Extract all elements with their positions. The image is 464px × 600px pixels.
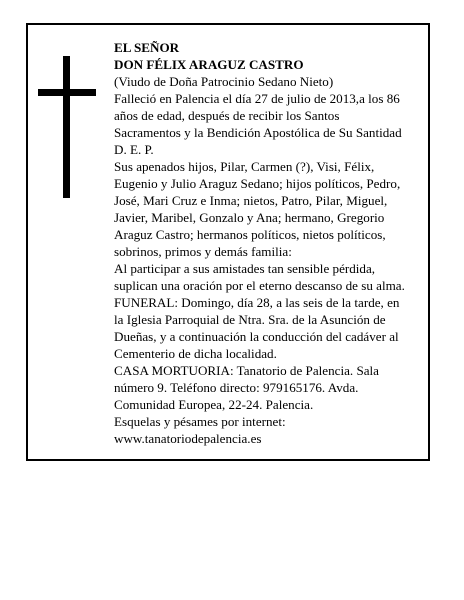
death-details-line-2: años de edad, después de recibir los Santos <box>114 108 340 123</box>
latin-cross-icon <box>38 56 96 198</box>
deceased-name: DON FÉLIX ARAGUZ CASTRO <box>114 57 304 72</box>
prayer-request-line-2: suplican una oración por el eterno descanso de su alma. <box>114 278 405 293</box>
family-line-5: Araguz Castro; hermanos políticos, nietos políticos, <box>114 227 386 242</box>
mortuary-line-3: Comunidad Europea, 22-24. Palencia. <box>114 397 314 412</box>
heading-title: EL SEÑOR <box>114 40 180 55</box>
mortuary-line-1: CASA MORTUORIA: Tanatorio de Palencia. Sala <box>114 363 379 378</box>
family-line-2: Eugenio y Julio Araguz Sedano; hijos políticos, Pedro, <box>114 176 401 191</box>
mortuary-line-2: número 9. Teléfono directo: 979165176. Avda. <box>114 380 359 395</box>
condolences-label: Esquelas y pésames por internet: <box>114 414 286 429</box>
cross-horizontal-bar <box>38 89 96 96</box>
funeral-line-2: la Iglesia Parroquial de Ntra. Sra. de la Asunción de <box>114 312 386 327</box>
family-line-6: sobrinos, primos y demás familia: <box>114 244 292 259</box>
prayer-request-line-1: Al participar a sus amistades tan sensible pérdida, <box>114 261 376 276</box>
funeral-line-3: Dueñas, y a continuación la conducción del cadáver al <box>114 329 399 344</box>
condolences-url: www.tanatoriodepalencia.es <box>114 431 262 446</box>
death-details-line-3: Sacramentos y la Bendición Apostólica de Su Santidad <box>114 125 402 140</box>
death-details-line-1: Falleció en Palencia el día 27 de julio de 2013,a los 86 <box>114 91 400 106</box>
obituary-text <box>114 39 424 447</box>
family-line-3: José, Mari Cruz e Inma; nietos, Patro, Pilar, Miguel, <box>114 193 388 208</box>
widow-note: (Viudo de Doña Patrocinio Sedano Nieto) <box>114 74 334 89</box>
funeral-line-4: Cementerio de dicha localidad. <box>114 346 277 361</box>
funeral-line-1: FUNERAL: Domingo, día 28, a las seis de la tarde, en <box>114 295 400 310</box>
cross-vertical-bar <box>63 56 70 198</box>
rip-line: D. E. P. <box>114 142 154 157</box>
family-line-1: Sus apenados hijos, Pilar, Carmen (?), Visi, Félix, <box>114 159 375 174</box>
family-line-4: Javier, Maribel, Gonzalo y Ana; hermano, Gregorio <box>114 210 385 225</box>
